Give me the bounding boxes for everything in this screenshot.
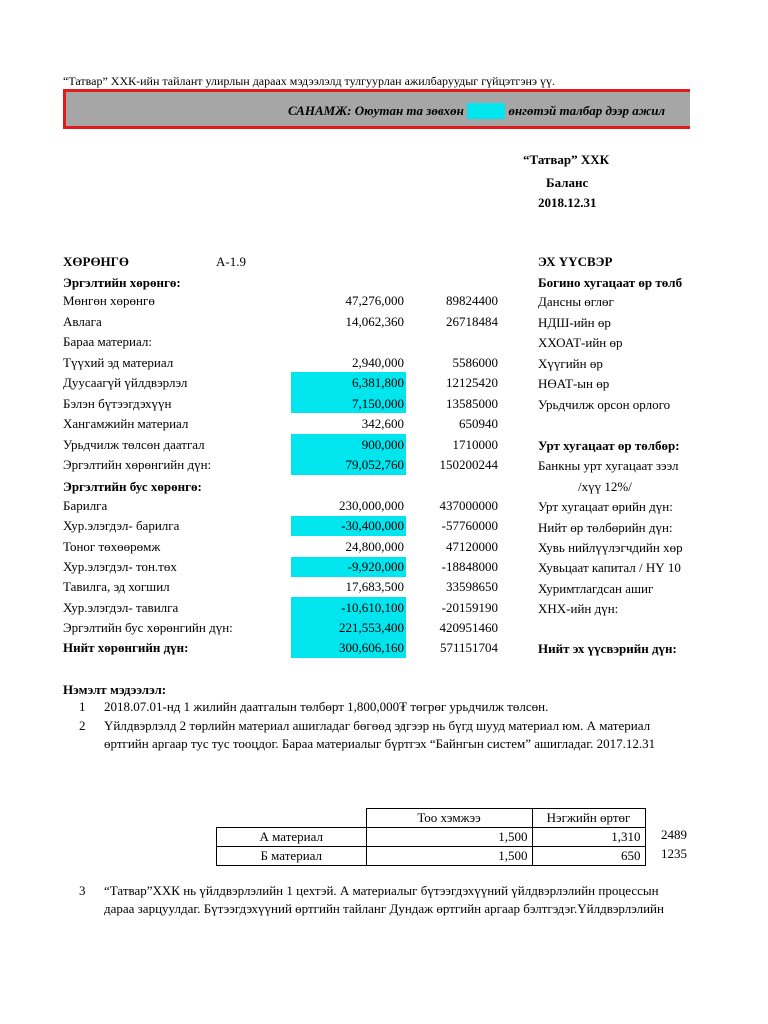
- asset-extra: 437000000: [439, 498, 498, 513]
- asset-label: Мөнгөн хөрөнгө: [63, 293, 155, 308]
- table-header: Нэгжийн өртөг: [532, 809, 645, 828]
- asset-extra: 89824400: [446, 293, 498, 308]
- asset-label: Дуусаагүй үйлдвэрлэл: [63, 375, 188, 390]
- asset-extra: -18848000: [441, 559, 498, 574]
- liability-item: Банкны урт хугацаат зээл: [538, 458, 679, 473]
- asset-extra: 26718484: [446, 314, 498, 329]
- asset-total-extra: 571151704: [439, 640, 498, 655]
- intro-text: “Татвар” ХХК-ийн тайлант улирлын дараах мэдээлэлд тулгуурлан ажилбаруудыг гүйцэтгэнэ үү.: [63, 74, 556, 88]
- asset-label: Хангамжийн материал: [63, 416, 189, 431]
- liability-item: Нийт өр төлбөрийн дүн:: [538, 520, 673, 535]
- asset-value: 900,000: [361, 437, 404, 452]
- asset-extra: 1710000: [452, 437, 498, 452]
- item-text: өртгийн аргаар тус тус тооцдог. Бараа материалыг бүртгэх “Байнгын систем” ашигладаг. 2017.12.31: [104, 736, 656, 751]
- asset-value: 79,052,760: [345, 457, 404, 472]
- material-name: Б материал: [217, 847, 367, 866]
- noncurrent-assets-heading: Эргэлтийн бус хөрөнгө:: [63, 479, 202, 494]
- liability-item: НДШ-ийн өр: [538, 315, 611, 330]
- liability-item: /хүү 12%/: [578, 479, 632, 494]
- material-unit-cost: 650: [532, 847, 645, 866]
- assets-heading: ХӨРӨНГӨ: [63, 254, 130, 269]
- item-text: “Татвар”ХХК нь үйлдвэрлэлийн 1 цехтэй. А материалыг бүтээгдэхүүний үйлдвэрлэлийн процессын: [104, 883, 659, 898]
- item-text: дараа зарцуулдаг. Бүтээгдэхүүний өртгийн тайланг Дундаж өртгийн аргаар бэлтгэдэг.Үйлдвэрлэлийн: [104, 901, 664, 916]
- liabilities-heading: ЭХ ҮҮСВЭР: [538, 254, 613, 269]
- asset-value: 17,683,500: [345, 579, 404, 594]
- asset-total-value: 300,606,160: [339, 640, 404, 655]
- item-text: 2018.07.01-нд 1 жилийн даатгалын төлбөрт 1,800,000₮ төгрөг урьдчилж төлсөн.: [104, 699, 549, 714]
- asset-value: 342,600: [361, 416, 404, 431]
- assets-code: А-1.9: [216, 254, 246, 269]
- material-extra: 1235: [661, 846, 687, 861]
- liability-item: Дансны өглөг: [538, 294, 614, 309]
- company-name: “Татвар” ХХК: [523, 152, 610, 167]
- asset-extra: 150200244: [439, 457, 498, 472]
- asset-value: 6,381,800: [352, 375, 404, 390]
- asset-extra: -20159190: [441, 600, 498, 615]
- asset-label: Тавилга, эд хогшил: [63, 579, 170, 594]
- asset-extra: 650940: [459, 416, 498, 431]
- note-prefix: САНАМЖ: Оюутан та зөвхөн: [288, 103, 464, 118]
- asset-value: -10,610,100: [341, 600, 404, 615]
- asset-label: Авлага: [63, 314, 102, 329]
- liabilities-total: Нийт эх үүсвэрийн дүн:: [538, 641, 677, 656]
- asset-value: 47,276,000: [345, 293, 404, 308]
- asset-value: 230,000,000: [339, 498, 404, 513]
- asset-value: 7,150,000: [352, 396, 404, 411]
- asset-label: Хур.элэгдэл- тон.төх: [63, 559, 177, 574]
- item-number: 1: [79, 699, 86, 714]
- additional-heading: Нэмэлт мэдээлэл:: [63, 682, 167, 697]
- liability-item: НӨАТ-ын өр: [538, 376, 610, 391]
- table-row: [217, 847, 646, 866]
- asset-extra: 33598650: [446, 579, 498, 594]
- asset-label: Бэлэн бүтээгдэхүүн: [63, 396, 172, 411]
- asset-label: Бараа материал:: [63, 334, 152, 349]
- asset-label: Түүхий эд материал: [63, 355, 174, 370]
- asset-label: Тоног төхөөрөмж: [63, 539, 161, 554]
- long-liabilities-heading: Урт хугацаат өр төлбөр:: [538, 438, 680, 453]
- liability-item: Хувь нийлүүлэгчдийн хөр: [538, 540, 683, 555]
- asset-extra: -57760000: [441, 518, 498, 533]
- liability-item: ХХОАТ-ийн өр: [538, 335, 623, 350]
- asset-extra: 420951460: [439, 620, 498, 635]
- note-text: [288, 103, 665, 119]
- material-qty: 1,500: [366, 847, 532, 866]
- table-header-row: [217, 809, 646, 828]
- report-title: Баланс: [546, 175, 589, 190]
- asset-label: Барилга: [63, 498, 108, 513]
- item-number: 2: [79, 718, 86, 733]
- asset-label: Хур.элэгдэл- барилга: [63, 518, 180, 533]
- asset-extra: 13585000: [446, 396, 498, 411]
- asset-extra: 12125420: [446, 375, 498, 390]
- table-header: Тоо хэмжээ: [366, 809, 532, 828]
- material-unit-cost: 1,310: [532, 828, 645, 847]
- liability-item: Урт хугацаат өрийн дүн:: [538, 499, 673, 514]
- table-row: [217, 828, 646, 847]
- asset-value: -30,400,000: [341, 518, 404, 533]
- liability-item: Хувьцаат капитал / НҮ 10: [538, 560, 681, 575]
- asset-value: 14,062,360: [345, 314, 404, 329]
- liability-item: ХНХ-ийн дүн:: [538, 601, 619, 616]
- asset-extra: 5586000: [452, 355, 498, 370]
- asset-extra: 47120000: [446, 539, 498, 554]
- material-extra: 2489: [661, 827, 687, 842]
- asset-value: 2,940,000: [352, 355, 404, 370]
- liability-item: Хүүгийн өр: [538, 356, 603, 371]
- asset-label: Урьдчилж төлсөн даатгал: [63, 437, 205, 452]
- asset-label: Эргэлтийн бус хөрөнгийн дүн:: [63, 620, 233, 635]
- item-text: Үйлдвэрлэлд 2 төрлийн материал ашигладаг бөгөөд эдгээр нь бүгд шууд материал юм. А материал: [104, 718, 651, 733]
- note-suffix: өнгөтэй талбар дээр ажил: [508, 103, 666, 118]
- current-assets-heading: Эргэлтийн хөрөнгө:: [63, 275, 181, 290]
- report-date: 2018.12.31: [538, 195, 597, 210]
- asset-total-label: Нийт хөрөнгийн дүн:: [63, 640, 189, 655]
- liability-item: Урьдчилж орсон орлого: [538, 397, 671, 412]
- asset-label: Хур.элэгдэл- тавилга: [63, 600, 179, 615]
- asset-label: Эргэлтийн хөрөнгийн дүн:: [63, 457, 212, 472]
- asset-value: 24,800,000: [345, 539, 404, 554]
- asset-value: -9,920,000: [347, 559, 404, 574]
- liability-item: Хуримтлагдсан ашиг: [538, 581, 654, 596]
- material-qty: 1,500: [366, 828, 532, 847]
- short-liabilities-heading: Богино хугацаат өр төлб: [538, 275, 683, 290]
- materials-table: [216, 808, 646, 866]
- asset-value: 221,553,400: [339, 620, 404, 635]
- material-name: А материал: [217, 828, 367, 847]
- item-number: 3: [79, 883, 86, 898]
- note-highlight: цэнхэр: [467, 103, 506, 118]
